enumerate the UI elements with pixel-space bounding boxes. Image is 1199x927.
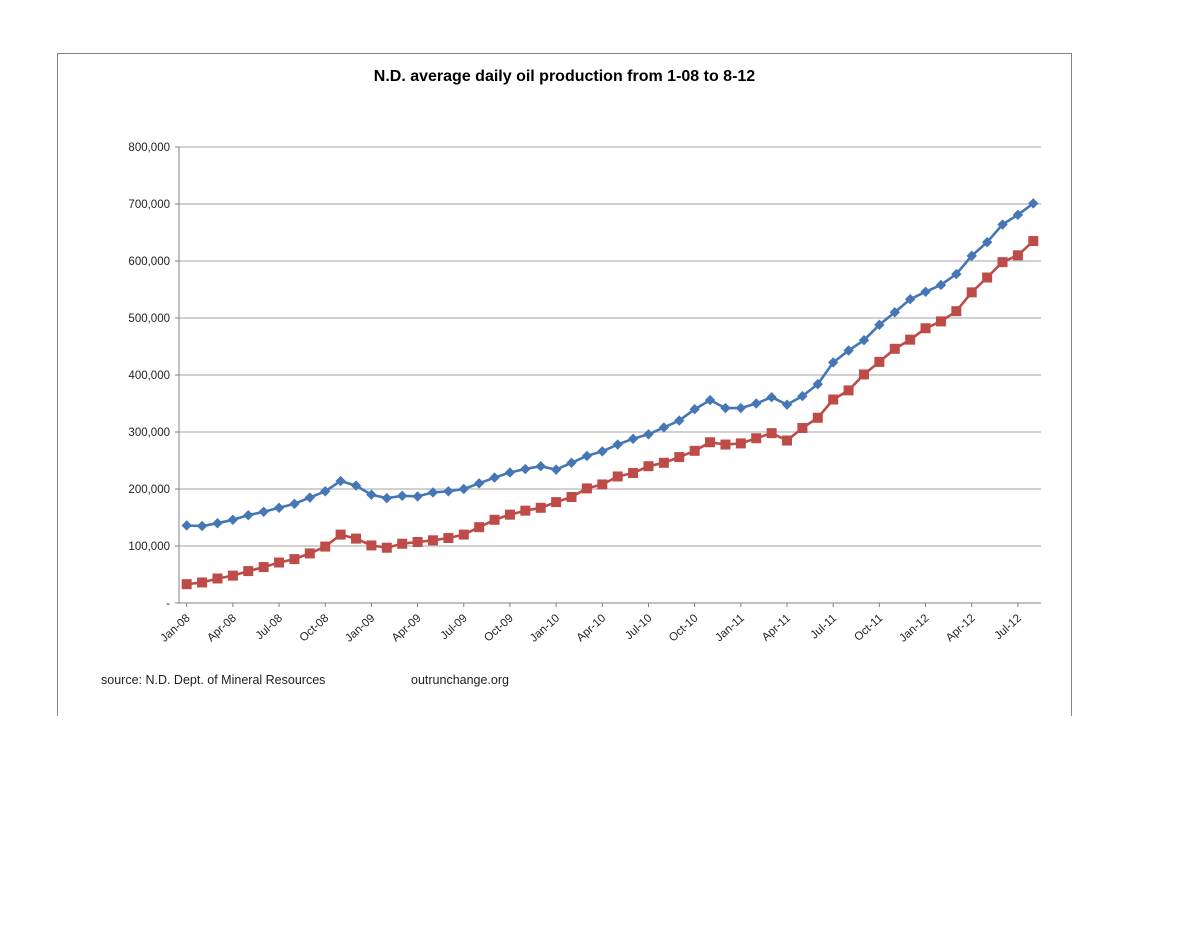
data-point-square: [982, 273, 992, 283]
data-point-square: [720, 440, 730, 450]
y-tick-label: 100,000: [128, 541, 170, 553]
data-point-square: [890, 344, 900, 354]
x-tick-label: Apr-12: [944, 612, 978, 645]
data-point-square: [351, 534, 361, 544]
data-point-diamond: [520, 464, 530, 474]
data-point-diamond: [489, 472, 499, 482]
data-point-square: [505, 510, 515, 520]
data-point-square: [459, 530, 469, 540]
data-point-diamond: [412, 491, 422, 501]
x-tick-label: Apr-08: [205, 612, 239, 645]
y-tick-label: 300,000: [128, 427, 170, 439]
data-point-square: [782, 436, 792, 446]
x-tick-label: Oct-09: [482, 612, 516, 645]
data-point-diamond: [474, 478, 484, 488]
data-point-diamond: [551, 464, 561, 474]
data-point-square: [428, 535, 438, 545]
data-point-square: [813, 413, 823, 423]
data-point-square: [228, 571, 238, 581]
data-point-square: [397, 539, 407, 549]
data-point-square: [767, 428, 777, 438]
data-point-square: [998, 257, 1008, 267]
data-point-square: [182, 579, 192, 589]
x-tick-label: Jul-09: [438, 612, 470, 643]
data-point-square: [597, 479, 607, 489]
data-point-diamond: [382, 493, 392, 503]
data-point-diamond: [628, 434, 638, 444]
x-tick-label: Jul-10: [623, 612, 655, 643]
data-point-diamond: [920, 287, 930, 297]
data-point-diamond: [505, 467, 515, 477]
data-point-square: [951, 306, 961, 316]
data-point-square: [659, 458, 669, 468]
data-point-square: [567, 492, 577, 502]
y-tick-label: 800,000: [128, 142, 170, 154]
gridlines: [175, 147, 1041, 603]
y-tick-label: 600,000: [128, 256, 170, 268]
data-point-diamond: [181, 520, 191, 530]
y-tick-label: 400,000: [128, 370, 170, 382]
blue-diamond-series-line: [187, 203, 1034, 526]
data-point-square: [274, 558, 284, 568]
data-point-square: [1013, 250, 1023, 260]
footer-site-link: outrunchange.org: [411, 673, 509, 687]
x-tick-label: Apr-10: [574, 612, 609, 645]
data-point-square: [874, 357, 884, 367]
data-point-square: [1028, 236, 1038, 246]
data-point-square: [520, 506, 530, 516]
red-square-series-line: [187, 241, 1034, 584]
data-point-square: [582, 483, 592, 493]
x-tick-label: Apr-09: [389, 612, 424, 645]
x-axis-ticks: [187, 603, 1018, 607]
x-tick-label: Jan-11: [713, 612, 747, 645]
data-point-square: [490, 515, 500, 525]
data-point-diamond: [582, 451, 592, 461]
data-point-diamond: [274, 503, 284, 513]
data-point-square: [828, 395, 838, 405]
data-point-diamond: [612, 439, 622, 449]
data-point-square: [289, 554, 299, 564]
x-tick-label: Jan-12: [897, 612, 932, 645]
data-point-square: [443, 533, 453, 543]
data-point-diamond: [305, 492, 315, 502]
y-tick-label: 700,000: [128, 199, 170, 211]
data-point-square: [690, 446, 700, 456]
x-tick-label: Jul-08: [253, 612, 286, 643]
data-point-diamond: [459, 484, 469, 494]
data-point-diamond: [443, 486, 453, 496]
x-tick-label: Oct-10: [666, 612, 701, 645]
footer-source-note: source: N.D. Dept. of Mineral Resources: [101, 673, 326, 687]
data-point-square: [905, 335, 915, 345]
red-square-series-markers: [182, 236, 1039, 589]
data-point-diamond: [782, 399, 792, 409]
data-point-square: [320, 542, 330, 552]
x-tick-label: Oct-11: [852, 612, 886, 644]
data-point-square: [844, 385, 854, 395]
y-axis-labels: [128, 142, 170, 610]
y-tick-label: 200,000: [128, 484, 170, 496]
data-point-diamond: [720, 403, 730, 413]
data-point-diamond: [643, 429, 653, 439]
data-point-square: [643, 461, 653, 471]
series-red-square-series: [182, 236, 1039, 589]
data-point-square: [305, 548, 315, 558]
x-tick-label: Jan-09: [343, 612, 378, 645]
data-point-square: [736, 438, 746, 448]
data-point-square: [243, 566, 253, 576]
chart-frame: [57, 53, 1072, 716]
chart-title: N.D. average daily oil production from 1-08 to 8-12: [373, 68, 756, 85]
data-point-square: [336, 530, 346, 540]
data-point-square: [413, 537, 423, 547]
data-point-diamond: [566, 458, 576, 468]
data-point-diamond: [197, 521, 207, 531]
data-point-square: [705, 437, 715, 447]
data-point-diamond: [736, 403, 746, 413]
data-point-square: [382, 543, 392, 553]
x-tick-label: Jan-08: [158, 612, 193, 645]
data-point-diamond: [289, 499, 299, 509]
data-point-diamond: [659, 422, 669, 432]
data-point-diamond: [751, 398, 761, 408]
data-point-square: [921, 323, 931, 333]
data-point-square: [751, 433, 761, 443]
x-tick-label: Oct-08: [297, 612, 332, 645]
data-point-diamond: [397, 491, 407, 501]
data-point-square: [474, 522, 484, 532]
data-point-square: [628, 468, 638, 478]
data-point-square: [613, 471, 623, 481]
data-point-square: [967, 287, 977, 297]
data-point-square: [197, 577, 207, 587]
data-point-square: [551, 497, 561, 507]
x-axis-labels: [159, 612, 1024, 644]
y-tick-label: 500,000: [128, 313, 170, 325]
data-point-square: [859, 369, 869, 379]
x-tick-label: Apr-11: [759, 612, 794, 644]
y-tick-label: -: [166, 598, 170, 610]
data-point-square: [212, 573, 222, 583]
data-point-square: [366, 540, 376, 550]
data-point-diamond: [243, 510, 253, 520]
data-point-diamond: [536, 461, 546, 471]
data-point-diamond: [228, 515, 238, 525]
data-point-diamond: [597, 446, 607, 456]
data-point-diamond: [212, 518, 222, 528]
data-point-square: [259, 562, 269, 572]
data-point-square: [536, 503, 546, 513]
data-point-square: [936, 316, 946, 326]
x-tick-label: Jul-12: [992, 612, 1024, 643]
data-point-diamond: [766, 392, 776, 402]
x-tick-label: Jul-11: [808, 612, 840, 642]
data-point-diamond: [258, 507, 268, 517]
data-point-square: [797, 423, 807, 433]
data-point-square: [674, 452, 684, 462]
x-tick-label: Jan-10: [527, 612, 563, 645]
chart-canvas: [58, 54, 1071, 716]
